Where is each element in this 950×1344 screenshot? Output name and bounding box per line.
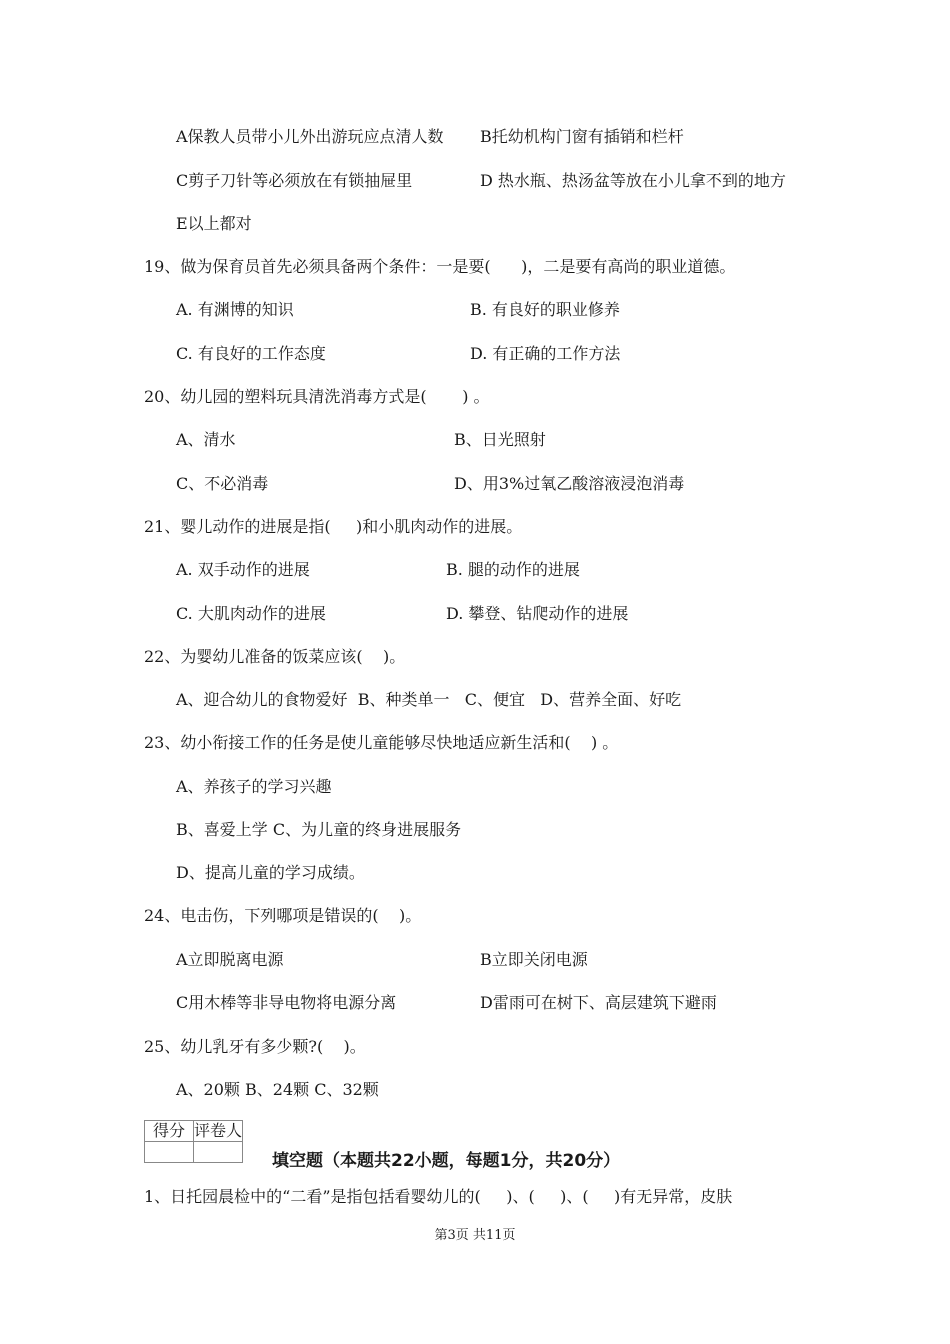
q20-option-a: A、清水 xyxy=(176,430,236,449)
q24-option-b: B立即关闭电源 xyxy=(480,950,588,969)
q20-option-c: C、不必消毒 xyxy=(176,474,269,493)
q19-option-c: C. 有良好的工作态度 xyxy=(176,344,326,363)
q22-options: A、迎合幼儿的食物爱好 B、种类单一 C、便宜 D、营养全面、好吃 xyxy=(176,690,682,709)
q24-option-c: C用木棒等非导电物将电源分离 xyxy=(176,993,397,1012)
q23-option-bc: B、喜爱上学 C、为儿童的终身进展服务 xyxy=(176,820,462,839)
q23-option-a: A、养孩子的学习兴趣 xyxy=(176,777,332,796)
q21-option-b: B. 腿的动作的进展 xyxy=(446,560,580,579)
grader-cell xyxy=(194,1142,243,1163)
q18-option-e: E以上都对 xyxy=(176,214,252,233)
q24-option-a: A立即脱离电源 xyxy=(176,950,284,969)
q19-option-b: B. 有良好的职业修养 xyxy=(470,300,620,319)
q21-option-a: A. 双手动作的进展 xyxy=(176,560,310,579)
q23-option-d: D、提高儿童的学习成绩。 xyxy=(176,863,365,882)
fill1-stem: 1、日托园晨检中的“二看”是指包括看婴幼儿的( )、( )、( )有无异常，皮肤 xyxy=(144,1187,733,1206)
score-label: 得分 xyxy=(145,1121,194,1142)
q20-option-d: D、用3%过氧乙酸溶液浸泡消毒 xyxy=(454,474,685,493)
q24-option-d: D雷雨可在树下、高层建筑下避雨 xyxy=(480,993,717,1012)
q19-option-a: A. 有渊博的知识 xyxy=(176,300,294,319)
q18-option-b: B托幼机构门窗有插销和栏杆 xyxy=(480,127,684,146)
page-footer: 第3页 共11页 xyxy=(434,1228,516,1243)
q18-option-d: D 热水瓶、热汤盆等放在小儿拿不到的地方 xyxy=(480,171,786,190)
q23-stem: 23、幼小衔接工作的任务是使儿童能够尽快地适应新生活和( ) 。 xyxy=(144,733,619,752)
score-box xyxy=(144,1120,243,1163)
grader-label: 评卷人 xyxy=(194,1121,243,1140)
q19-stem: 19、做为保育员首先必须具备两个条件：一是要( )，二是要有高尚的职业道德。 xyxy=(144,257,736,276)
q19-option-d: D. 有正确的工作方法 xyxy=(470,344,621,363)
q20-option-b: B、日光照射 xyxy=(454,430,546,449)
q21-option-d: D. 攀登、钻爬动作的进展 xyxy=(446,604,629,623)
q24-stem: 24、电击伤，下列哪项是错误的( )。 xyxy=(144,906,422,925)
q21-stem: 21、婴儿动作的进展是指( )和小肌肉动作的进展。 xyxy=(144,517,523,536)
score-cell xyxy=(145,1142,194,1163)
section-title: 填空题（本题共22小题，每题1分，共20分） xyxy=(272,1151,621,1171)
q25-stem: 25、幼儿乳牙有多少颗?( )。 xyxy=(144,1037,366,1056)
q21-option-c: C. 大肌肉动作的进展 xyxy=(176,604,326,623)
q18-option-a: A保教人员带小儿外出游玩应点清人数 xyxy=(176,127,444,146)
q22-stem: 22、为婴幼儿准备的饭菜应该( )。 xyxy=(144,647,406,666)
q18-option-c: C剪子刀针等必须放在有锁抽屉里 xyxy=(176,171,413,190)
q25-options: A、20颗 B、24颗 C、32颗 xyxy=(176,1080,379,1099)
q20-stem: 20、幼儿园的塑料玩具清洗消毒方式是( ) 。 xyxy=(144,387,490,406)
